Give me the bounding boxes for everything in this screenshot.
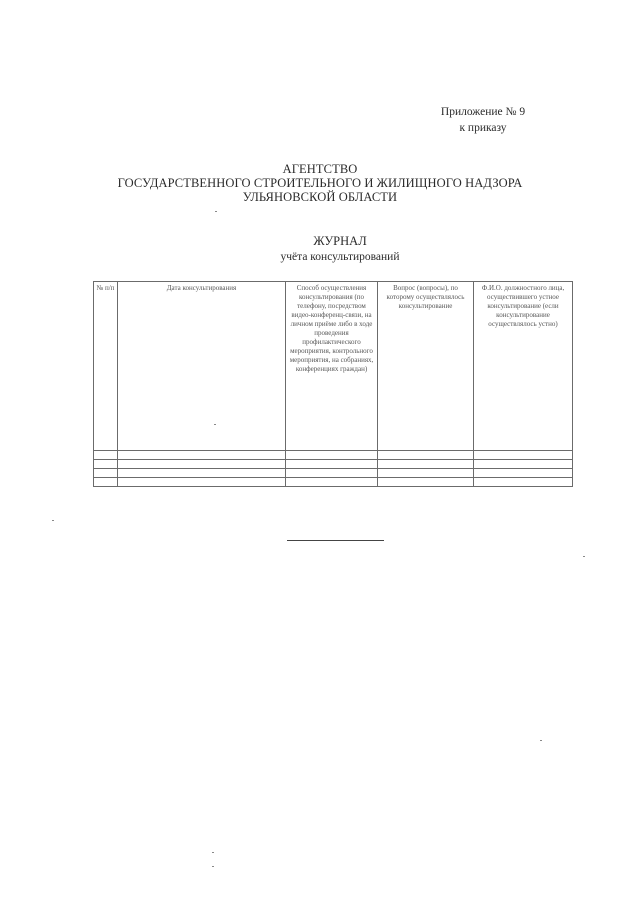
table-cell <box>378 451 474 460</box>
table-header-row <box>94 282 573 451</box>
agency-line-1: АГЕНТСТВО <box>282 162 358 176</box>
scan-speck <box>583 556 585 557</box>
table-cell <box>474 460 573 469</box>
consultation-log-table <box>93 281 573 487</box>
table-cell <box>118 460 286 469</box>
table-cell <box>286 478 378 487</box>
table-row <box>94 451 573 460</box>
journal-heading <box>200 233 480 265</box>
journal-subtitle: учёта консультирований <box>280 251 400 263</box>
header-number: № п/п <box>94 282 118 451</box>
table-row <box>94 478 573 487</box>
table-cell <box>286 451 378 460</box>
header-question: Вопрос (вопросы), по которому осуществлялось консультирование <box>378 282 474 451</box>
scan-speck <box>540 740 542 741</box>
table-cell <box>474 478 573 487</box>
scan-speck <box>214 424 216 425</box>
scan-speck <box>215 211 217 212</box>
header-method: Способ осуществления консультирования (по телефону, посредством видео-конференц-связи, на личном приёме либо в ходе проведения профилактического мероприятия, контрольного мероприятия, на собраниях, конференциях граждан) <box>286 282 378 451</box>
appendix-line-1: Приложение № 9 <box>440 106 526 118</box>
journal-title: ЖУРНАЛ <box>313 234 367 248</box>
table-row <box>94 460 573 469</box>
table-cell <box>94 469 118 478</box>
table-cell <box>286 469 378 478</box>
table-cell <box>118 469 286 478</box>
table-cell <box>378 460 474 469</box>
table-body <box>94 451 573 487</box>
appendix-note <box>438 104 528 136</box>
table-cell <box>378 469 474 478</box>
scan-speck <box>212 866 214 867</box>
table-cell <box>378 478 474 487</box>
header-official-name: Ф.И.О. должностного лица, осуществившего устное консультирование (если консультирование осуществлялось устно) <box>474 282 573 451</box>
table-cell <box>94 478 118 487</box>
agency-heading <box>90 162 550 204</box>
table-cell <box>474 469 573 478</box>
table-cell <box>94 451 118 460</box>
table-cell <box>94 460 118 469</box>
header-date: Дата консультирования <box>118 282 286 451</box>
table-cell <box>286 460 378 469</box>
closing-divider-line <box>287 540 384 541</box>
appendix-line-2: к приказу <box>459 122 507 134</box>
table-cell <box>118 478 286 487</box>
table-row <box>94 469 573 478</box>
agency-line-3: УЛЬЯНОВСКОЙ ОБЛАСТИ <box>242 190 398 204</box>
table-cell <box>118 451 286 460</box>
scan-speck <box>52 520 54 521</box>
agency-line-2: ГОСУДАРСТВЕННОГО СТРОИТЕЛЬНОГО И ЖИЛИЩНОГО НАДЗОРА <box>117 176 523 190</box>
table-cell <box>474 451 573 460</box>
scan-speck <box>212 852 214 853</box>
